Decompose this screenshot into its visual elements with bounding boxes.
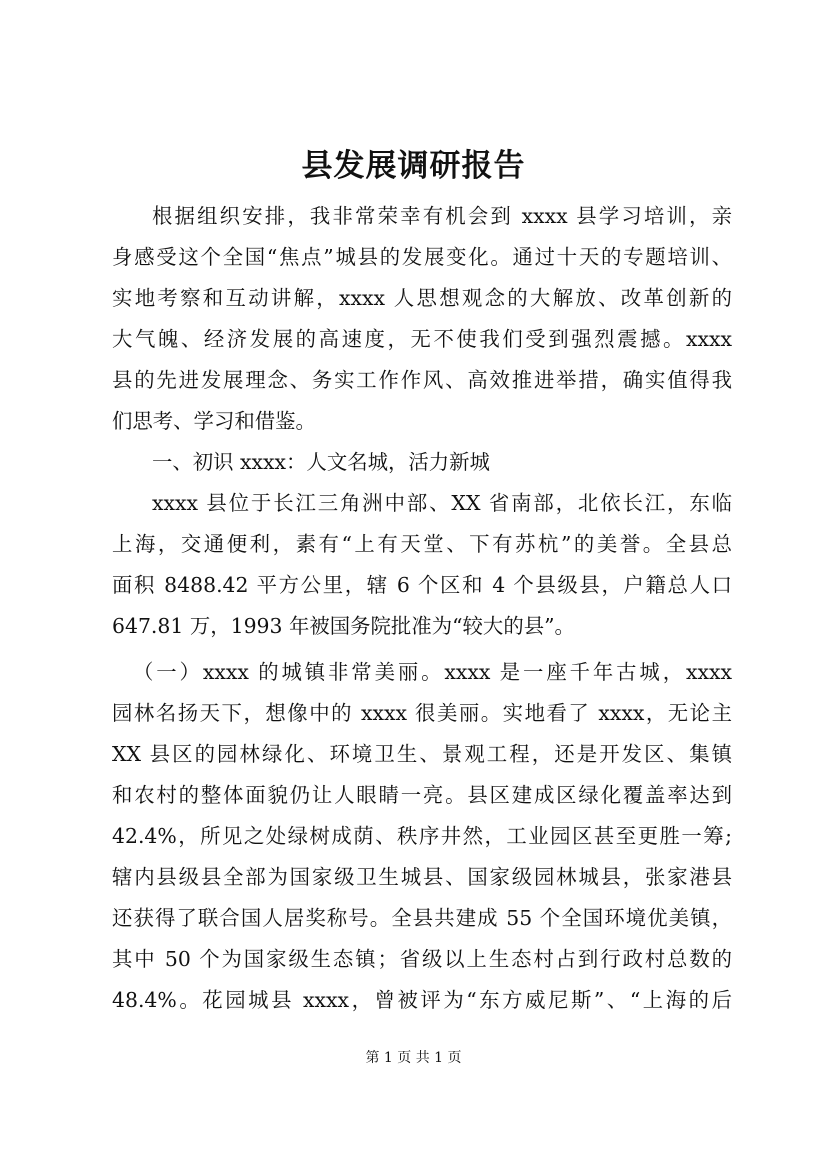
paragraph-line: 身感受这个全国“焦点”城县的发展变化。通过十天的专题培训、 bbox=[112, 245, 732, 269]
paragraph-line: 们思考、学习和借鉴。 bbox=[112, 409, 316, 433]
paragraph-line: xxxx 县位于长江三角洲中部、XX 省南部，北依长江，东临 bbox=[152, 491, 732, 515]
subsection-line: （一）xxxx 的城镇非常美丽。xxxx 是一座千年古城，xxxx bbox=[133, 660, 732, 684]
paragraph-line: 面积 8488.42 平方公里，辖 6 个区和 4 个县级县，户籍总人口 bbox=[112, 573, 732, 597]
paragraph-line: 其中 50 个为国家级生态镇；省级以上生态村占到行政村总数的 bbox=[112, 947, 732, 971]
paragraph-line: 上海，交通便利，素有“上有天堂、下有苏杭”的美誉。全县总 bbox=[112, 532, 732, 556]
document-title: 县发展调研报告 bbox=[301, 148, 526, 184]
paragraph-line: 实地考察和互动讲解，xxxx 人思想观念的大解放、改革创新的 bbox=[112, 286, 732, 310]
paragraph-line: 辖内县级县全部为国家级卫生城县、国家级园林城县，张家港县 bbox=[112, 865, 732, 889]
paragraph-line: 大气魄、经济发展的高速度，无不使我们受到强烈震撼。xxxx bbox=[112, 327, 732, 351]
paragraph-line: 42.4%，所见之处绿树成荫、秩序井然，工业园区甚至更胜一筹; bbox=[112, 824, 732, 848]
page-footer: 第 1 页 共 1 页 bbox=[365, 1050, 462, 1066]
paragraph-line: 县的先进发展理念、务实工作作风、高效推进举措，确实值得我 bbox=[112, 368, 732, 392]
paragraph-line: 还获得了联合国人居奖称号。全县共建成 55 个全国环境优美镇， bbox=[112, 906, 732, 930]
paragraph-line: 48.4%。花园城县 xxxx，曾被评为“东方威尼斯”、“上海的后 bbox=[112, 988, 732, 1012]
paragraph-line: 园林名扬天下，想像中的 xxxx 很美丽。实地看了 xxxx，无论主 bbox=[112, 701, 732, 725]
section-heading: 一、初识 xxxx：人文名城，活力新城 bbox=[152, 450, 490, 474]
paragraph-line: 根据组织安排，我非常荣幸有机会到 xxxx 县学习培训，亲 bbox=[152, 204, 732, 228]
paragraph-line: XX 县区的园林绿化、环境卫生、景观工程，还是开发区、集镇 bbox=[112, 742, 732, 766]
paragraph-line: 和农村的整体面貌仍让人眼睛一亮。县区建成区绿化覆盖率达到 bbox=[112, 783, 732, 807]
paragraph-line: 647.81 万，1993 年被国务院批准为“较大的县”。 bbox=[112, 614, 575, 638]
